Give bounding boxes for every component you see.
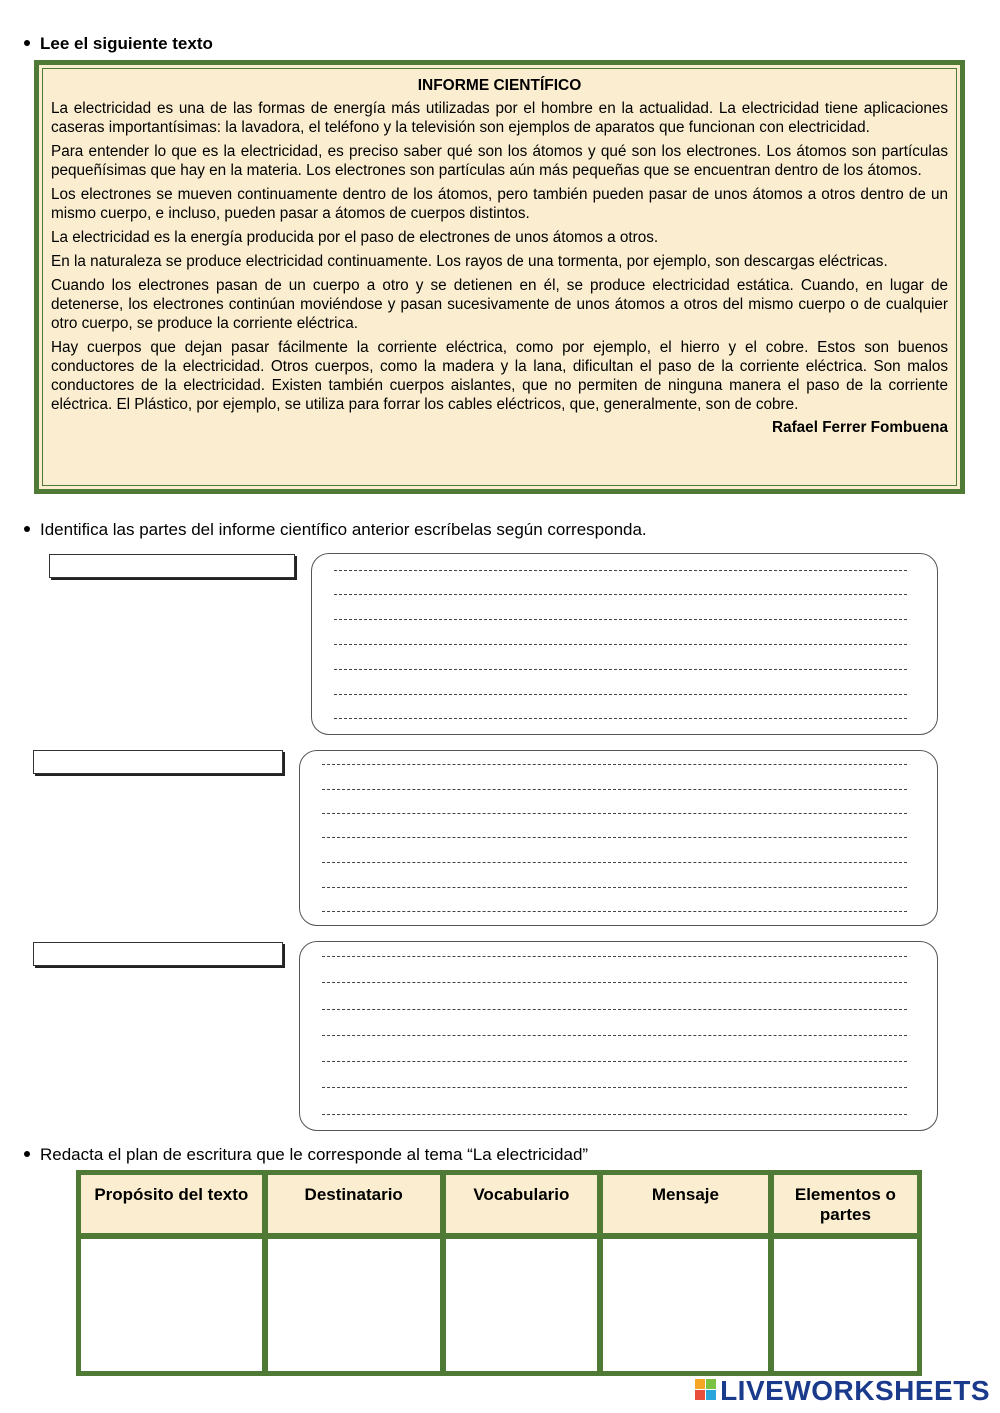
bullet-icon [24,526,30,532]
cell-elements[interactable] [773,1238,918,1372]
cell-purpose[interactable] [80,1238,263,1372]
cell-message[interactable] [602,1238,769,1372]
liveworksheets-logo[interactable]: LIVEWORKSHEETS [695,1375,990,1407]
cell-vocabulary[interactable] [445,1238,598,1372]
report-author: Rafael Ferrer Fombuena [772,419,948,436]
report-paragraph: En la naturaleza se produce electricidad continuamente. Los rayos de una tormenta, por ejemplo, son descargas eléctricas. [51,253,888,270]
scientific-report-box [34,60,965,494]
writing-plan-table [76,1170,922,1376]
report-paragraph: Para entender lo que es la electricidad, es preciso saber qué son los átomos y qué son los electrones. Los átomos son partículas pequeñísimas que hay en la materia. Los electrones son partículas aún más pequeñas que se encuentran dentro de los átomos. [51,143,948,179]
part-label-input-1[interactable] [49,554,295,578]
header-purpose: Propósito del texto [80,1174,263,1234]
part-label-input-3[interactable] [33,942,283,966]
bullet-icon [24,1151,30,1157]
part-answer-area-1[interactable] [311,553,938,735]
part-answer-area-3[interactable] [299,941,938,1131]
logo-icon [695,1379,717,1401]
instruction-identify: Identifica las partes del informe científico anterior escríbelas según corresponda. [24,520,647,540]
header-recipient: Destinatario [267,1174,441,1234]
instruction-writing-plan: Redacta el plan de escritura que le corresponde al tema “La electricidad” [24,1145,588,1165]
header-elements: Elementos o partes [773,1174,918,1234]
bullet-icon [24,40,30,46]
part-answer-area-2[interactable] [299,750,938,926]
instruction-read: Lee el siguiente texto [24,34,213,54]
cell-recipient[interactable] [267,1238,441,1372]
report-paragraph: Cuando los electrones pasan de un cuerpo a otro y se detienen en él, se produce electricidad estática. Cuando, en lugar de detenerse, los electrones continúan moviéndose y pasan sucesivamente de unos átomos a otros del mismo cuerpo o de cualquier otro cuerpo, se produce la corriente eléctrica. [51,277,948,332]
report-paragraph: Hay cuerpos que dejan pasar fácilmente la corriente eléctrica, como por ejemplo, el hierro y el cobre. Estos son buenos conductores de la electricidad. Otros cuerpos, como la madera y la lana, dificultan el paso de la corriente eléctrica. Son malos conductores de la electricidad. Existen también cuerpos aislantes, que no permiten de ninguna manera el paso de la corriente eléctrica. El Plástico, por ejemplo, se utiliza para forrar los cables eléctricos, que, generalmente, son de cobre. [51,339,948,413]
report-paragraph: La electricidad es una de las formas de energía más utilizadas por el hombre en la actualidad. La electricidad tiene aplicaciones caseras importantísimas: la lavadora, el teléfono y la televisión son ejemplos de aparatos que funcionan con electricidad. [51,100,948,136]
header-vocabulary: Vocabulario [445,1174,598,1234]
report-title: INFORME CIENTÍFICO [417,77,582,94]
report-paragraph: Los electrones se mueven continuamente dentro de los átomos, pero también pueden pasar de unos átomos a otros dentro de un mismo cuerpo, e incluso, pueden pasar a átomos de cuerpos distintos. [51,186,948,222]
part-label-input-2[interactable] [33,750,283,774]
header-message: Mensaje [602,1174,769,1234]
report-paragraph: La electricidad es la energía producida por el paso de electrones de unos átomos a otros. [51,229,659,246]
